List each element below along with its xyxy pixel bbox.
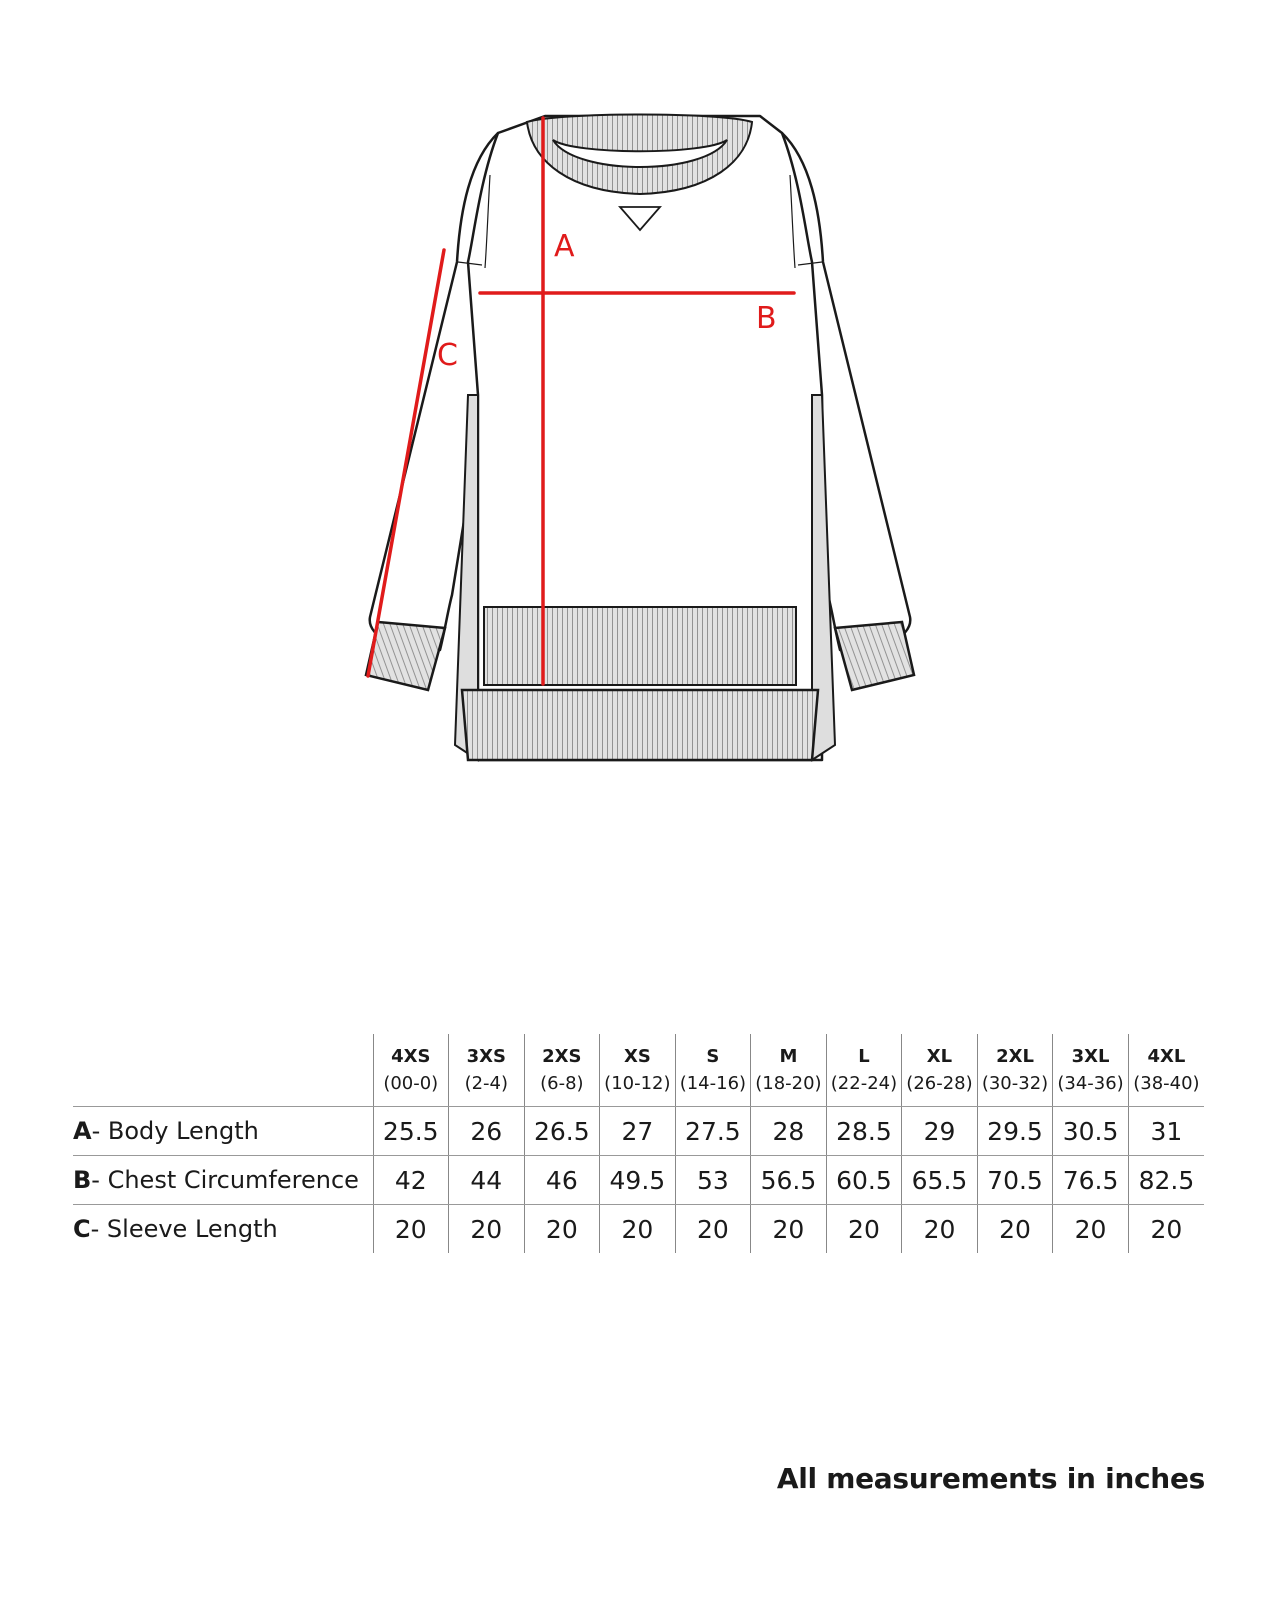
size-header-xs <box>600 1034 676 1107</box>
size-header-2xs <box>524 1034 600 1107</box>
size-header-row <box>73 1034 1204 1107</box>
table-cell: 29.5 <box>977 1107 1053 1156</box>
size-range: (14-16) <box>679 1073 747 1094</box>
size-name: 2XL <box>996 1046 1034 1067</box>
table-cell: 65.5 <box>902 1156 978 1205</box>
size-range: (00-0) <box>383 1073 439 1094</box>
row-code: C <box>73 1215 91 1243</box>
table-cell: 70.5 <box>977 1156 1053 1205</box>
table-cell: 49.5 <box>600 1156 676 1205</box>
table-cell: 20 <box>600 1205 676 1254</box>
size-header-m <box>751 1034 827 1107</box>
size-range: (38-40) <box>1133 1073 1200 1094</box>
size-name: L <box>858 1046 870 1067</box>
table-cell: 20 <box>675 1205 751 1254</box>
size-range: (2-4) <box>464 1073 509 1094</box>
size-header-l <box>826 1034 902 1107</box>
table-cell: 28 <box>751 1107 827 1156</box>
row-label-text: - Body Length <box>91 1117 259 1145</box>
size-header-3xl <box>1053 1034 1129 1107</box>
back-hem-rib <box>462 690 818 760</box>
table-cell: 60.5 <box>826 1156 902 1205</box>
table-cell: 30.5 <box>1053 1107 1129 1156</box>
row-label-text: - Chest Circumference <box>91 1166 359 1194</box>
table-cell: 27.5 <box>675 1107 751 1156</box>
table-cell: 31 <box>1128 1107 1204 1156</box>
table-cell: 46 <box>524 1156 600 1205</box>
header-corner <box>73 1034 373 1107</box>
size-range: (30-32) <box>981 1073 1049 1094</box>
row-label-text: - Sleeve Length <box>90 1215 278 1243</box>
measurement-units-note: All measurements in inches <box>776 1462 1205 1495</box>
table-cell: 20 <box>449 1205 525 1254</box>
table-cell: 26 <box>449 1107 525 1156</box>
size-chart-table <box>73 1034 1204 1253</box>
table-row <box>73 1156 1204 1205</box>
size-name: S <box>706 1046 720 1067</box>
size-name: M <box>779 1046 798 1067</box>
measure-label-b: B <box>756 301 777 336</box>
size-name: 4XS <box>391 1046 431 1067</box>
size-range: (34-36) <box>1057 1073 1124 1094</box>
size-header-4xl <box>1128 1034 1204 1107</box>
size-range: (10-12) <box>604 1073 671 1094</box>
row-label <box>73 1107 373 1156</box>
size-range: (22-24) <box>830 1073 898 1094</box>
table-cell: 20 <box>826 1205 902 1254</box>
size-range: (18-20) <box>755 1073 822 1094</box>
table-cell: 42 <box>373 1156 449 1205</box>
size-name: XS <box>623 1046 651 1067</box>
row-label <box>73 1205 373 1254</box>
size-header-2xl <box>977 1034 1053 1107</box>
table-cell: 26.5 <box>524 1107 600 1156</box>
left-cuff <box>366 622 445 690</box>
table-cell: 28.5 <box>826 1107 902 1156</box>
table-cell: 20 <box>524 1205 600 1254</box>
size-name: XL <box>926 1046 953 1067</box>
size-range: (26-28) <box>906 1073 973 1094</box>
table-cell: 44 <box>449 1156 525 1205</box>
table-cell: 25.5 <box>373 1107 449 1156</box>
row-code: A <box>73 1117 92 1145</box>
size-header-4xs <box>373 1034 449 1107</box>
size-range: (6-8) <box>540 1073 584 1094</box>
row-label <box>73 1156 373 1205</box>
table-cell: 76.5 <box>1053 1156 1129 1205</box>
table-cell: 20 <box>902 1205 978 1254</box>
table-cell: 27 <box>600 1107 676 1156</box>
size-header-s <box>675 1034 751 1107</box>
right-cuff <box>835 622 914 690</box>
size-header-3xs <box>449 1034 525 1107</box>
size-header-xl <box>902 1034 978 1107</box>
size-name: 3XS <box>466 1046 506 1067</box>
table-cell: 20 <box>1053 1205 1129 1254</box>
measure-label-a: A <box>554 229 575 264</box>
table-row <box>73 1205 1204 1254</box>
table-cell: 82.5 <box>1128 1156 1204 1205</box>
size-name: 3XL <box>1071 1046 1110 1067</box>
table-cell: 20 <box>373 1205 449 1254</box>
table-cell: 53 <box>675 1156 751 1205</box>
table-cell: 20 <box>1128 1205 1204 1254</box>
table-cell: 20 <box>751 1205 827 1254</box>
table-cell: 29 <box>902 1107 978 1156</box>
table-cell: 56.5 <box>751 1156 827 1205</box>
row-code: B <box>73 1166 92 1194</box>
size-name: 4XL <box>1147 1046 1186 1067</box>
table-row <box>73 1107 1204 1156</box>
table-cell: 20 <box>977 1205 1053 1254</box>
size-name: 2XS <box>542 1046 582 1067</box>
measure-label-c: C <box>437 338 458 373</box>
front-hem-rib <box>484 607 796 685</box>
